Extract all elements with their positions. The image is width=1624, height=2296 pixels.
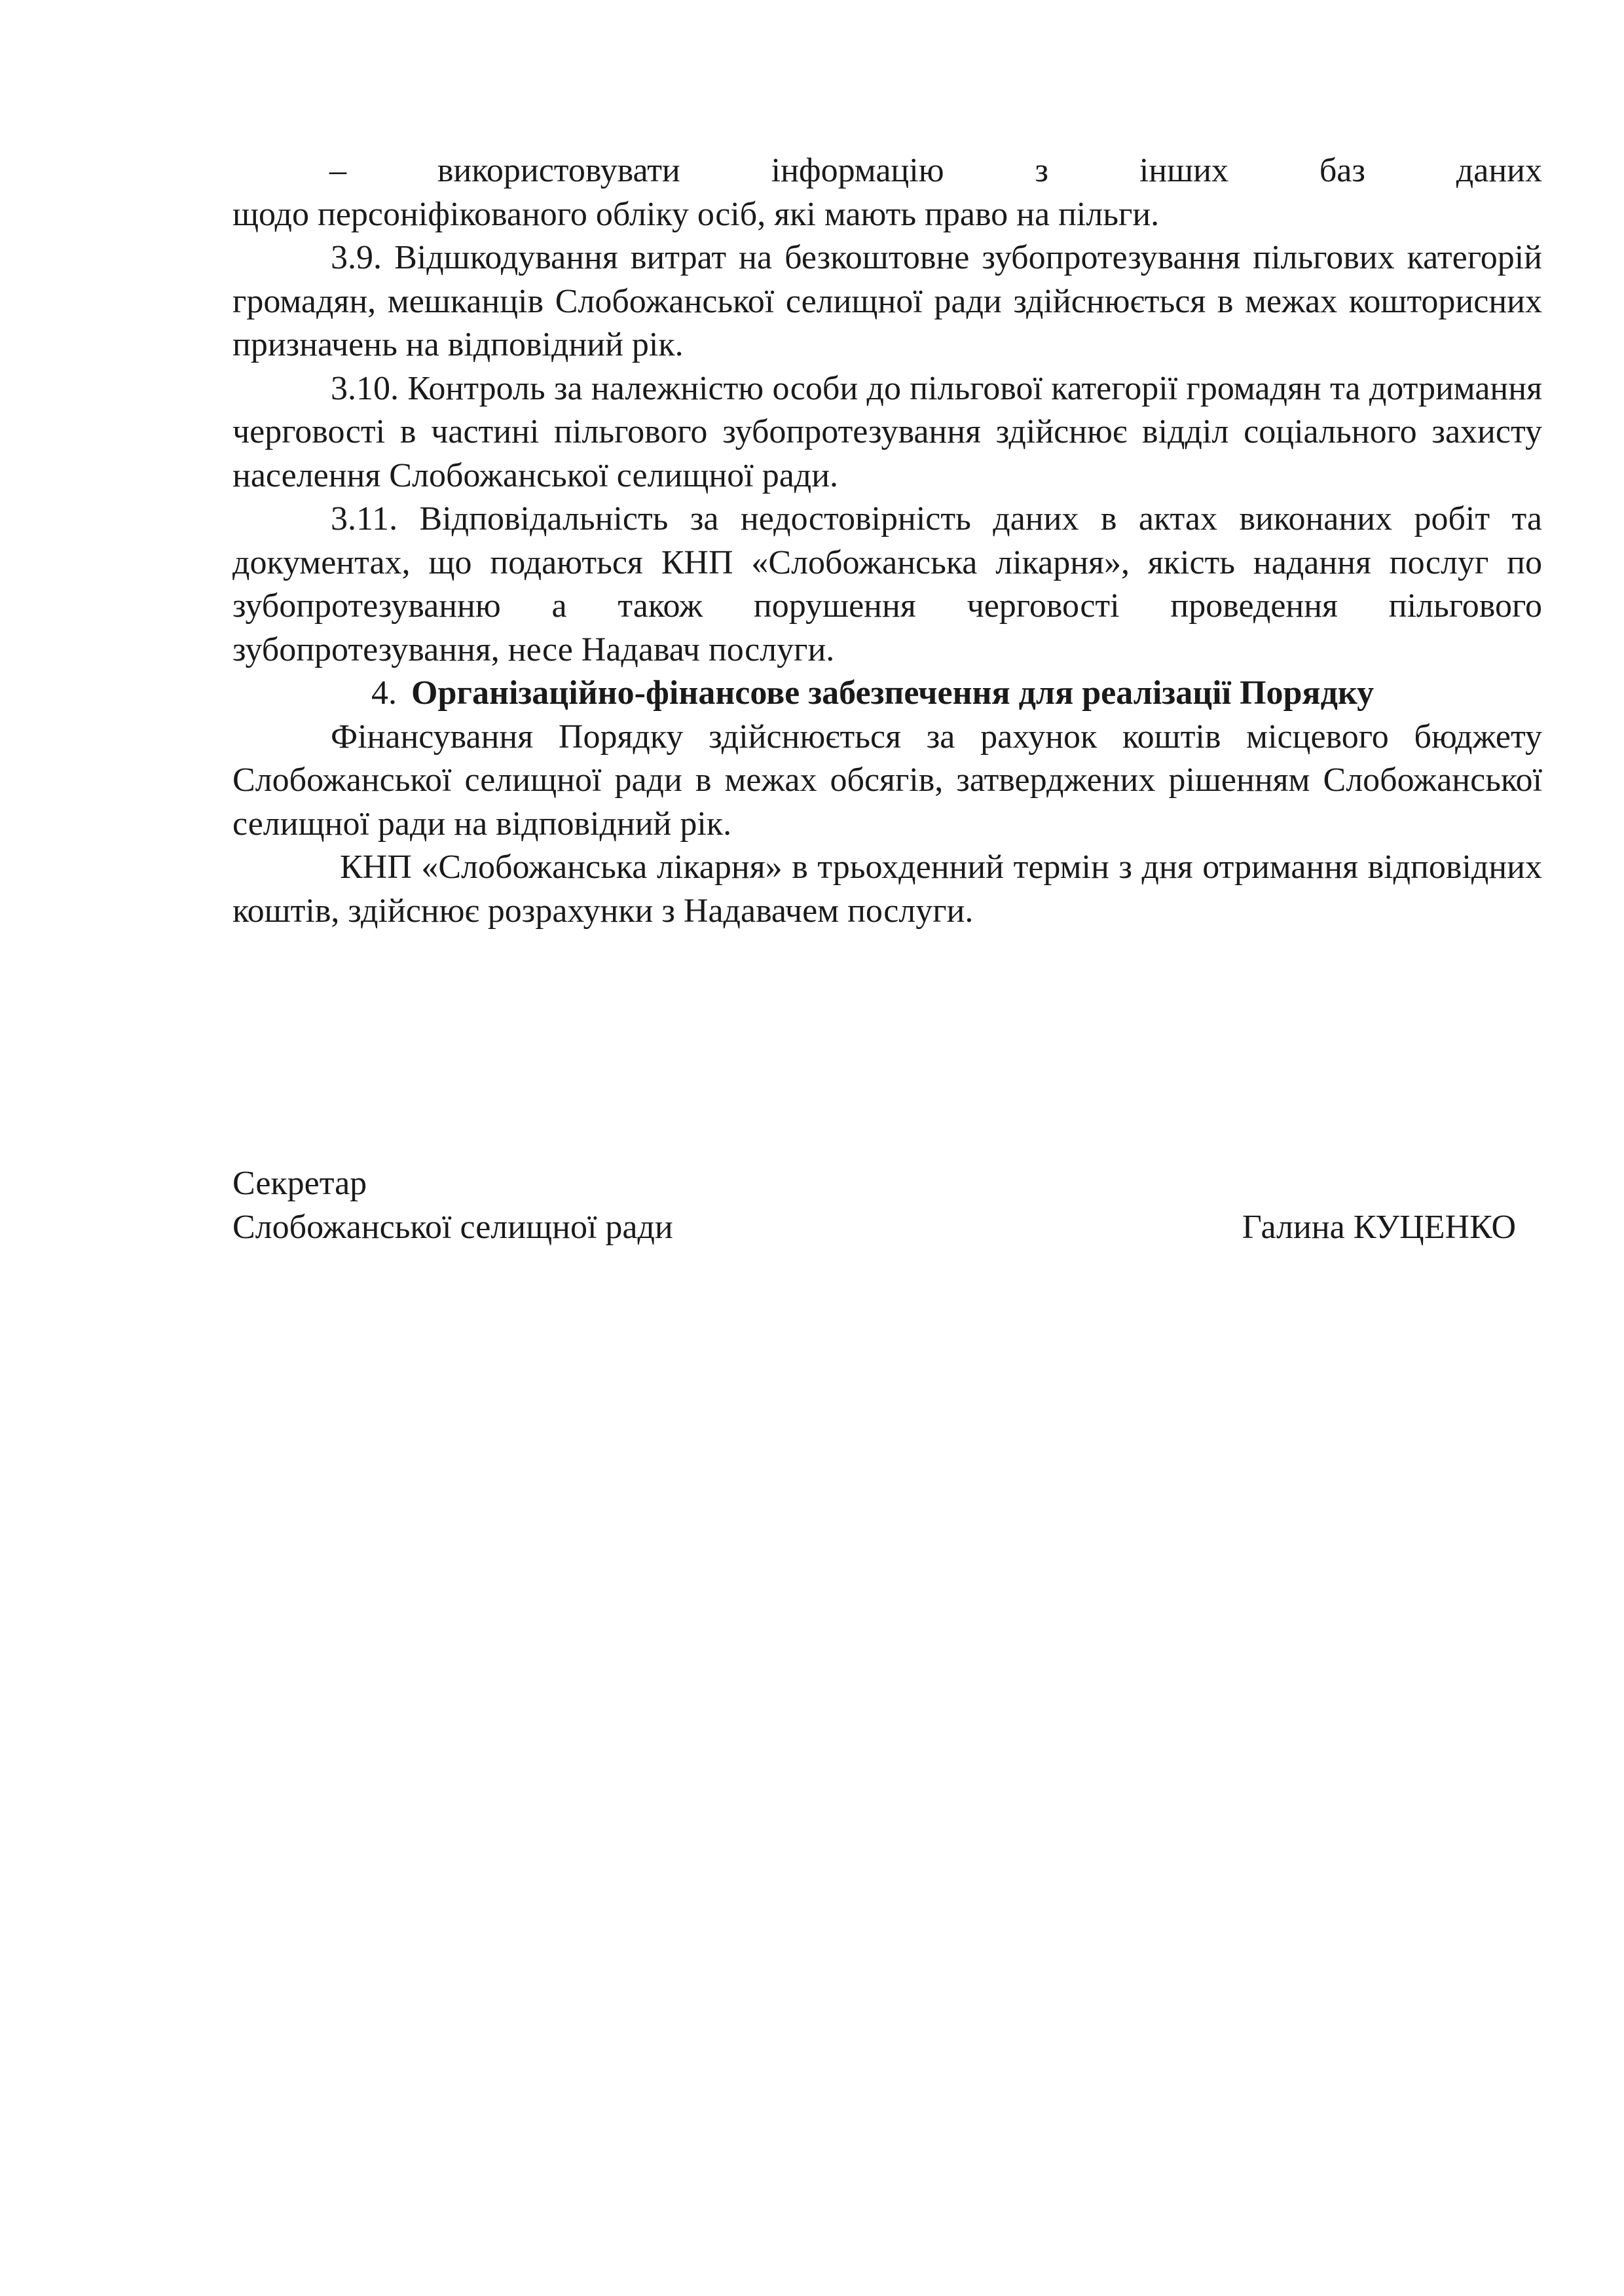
section-4-number: 4. [371,674,397,712]
paragraph-3-10: 3.10. Контроль за належністю особи до пільгової категорії громадян та дотримання черговості в частині пільгового зубопротезування здійснює відділ соціального захисту населення Слобожанської селищної ради. [232,369,1542,494]
signature-block [232,1162,1516,1249]
signatory-name: Галина КУЦЕНКО [1242,1208,1516,1246]
paragraph-3-9: 3.9. Відшкодування витрат на безкоштовне зубопротезування пільгових категорій громадян, мешканців Слобожанської селищної ради здійснюється в межах кошторисних призначень на відповідний рік. [232,239,1542,363]
signatory-position-line2: Слобожанської селищної ради [232,1208,673,1246]
signatory-position-line1: Секретар [232,1165,367,1202]
signature-row [232,1206,1516,1250]
dash-list-item: – використовувати інформацію з інших баз даних [329,152,1542,189]
document-body [232,149,1542,933]
financing-paragraph: Фінансування Порядку здійснюється за рахунок коштів місцевого бюджету Слобожанської селищної ради в межах обсягів, затверджених рішенням Слобожанської селищної ради на відповідний рік. [232,718,1542,843]
paragraph-3-11: 3.11. Відповідальність за недостовірність даних в актах виконаних робіт та документах, що подаються КНП «Слобожанська лікарня», якість надання послуг по зубопротезуванню а також порушення черговості проведення пільгового зубопротезування, несе Надавач послуги. [232,500,1542,668]
settlement-paragraph: КНП «Слобожанська лікарня» в трьохденний термін з дня отримання відповідних коштів, здійснює розрахунки з Надавачем послуги. [232,848,1542,930]
section-4-heading [232,672,1542,716]
dash-list-item-continuation: щодо персоніфікованого обліку осіб, які мають право на пільги. [232,195,1160,233]
section-4-title: Організаційно-фінансове забезпечення для реалізації Порядку [411,674,1375,712]
